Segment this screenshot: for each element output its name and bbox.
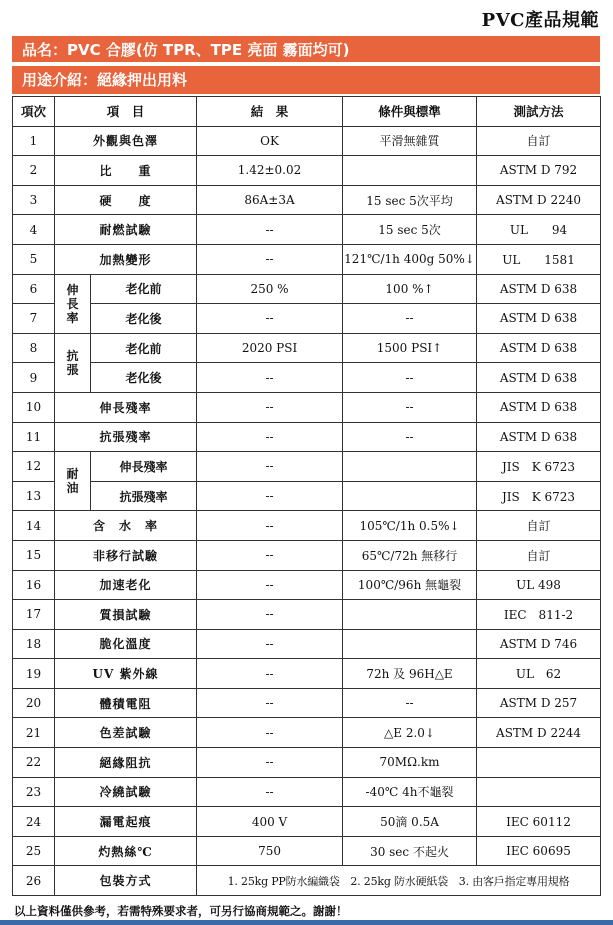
table-row xyxy=(13,866,601,896)
col-header-method: 測試方法 xyxy=(477,97,601,127)
row-result: 400 V xyxy=(197,807,343,837)
row-result: -- xyxy=(197,688,343,718)
row-item: UV 紫外線 xyxy=(55,659,197,689)
row-result: 2020 PSI xyxy=(197,333,343,363)
row-no: 10 xyxy=(13,392,55,422)
row-result: -- xyxy=(197,718,343,748)
row-method: ASTM D 257 xyxy=(477,688,601,718)
row-result: -- xyxy=(197,304,343,334)
row-result: -- xyxy=(197,363,343,393)
table-row xyxy=(13,244,601,274)
row-condition xyxy=(343,156,477,186)
row-no: 23 xyxy=(13,777,55,807)
row-method: ASTM D 2244 xyxy=(477,718,601,748)
row-no: 26 xyxy=(13,866,55,896)
row-method: UL 498 xyxy=(477,570,601,600)
group-oil xyxy=(55,452,91,511)
row-method: ASTM D 746 xyxy=(477,629,601,659)
row-method: UL 94 xyxy=(477,215,601,245)
row-item: 耐燃試驗 xyxy=(55,215,197,245)
row-item: 比 重 xyxy=(55,156,197,186)
row-result: -- xyxy=(197,540,343,570)
row-condition: 100℃/96h 無龜裂 xyxy=(343,570,477,600)
row-method: ASTM D 638 xyxy=(477,274,601,304)
row-result: -- xyxy=(197,777,343,807)
row-result: 250 % xyxy=(197,274,343,304)
row-result: -- xyxy=(197,748,343,778)
row-method: IEC 811-2 xyxy=(477,600,601,630)
row-method: ASTM D 638 xyxy=(477,333,601,363)
row-condition xyxy=(343,629,477,659)
row-condition: 100 %↑ xyxy=(343,274,477,304)
product-name-banner: 品名：PVC 合膠(仿 TPR、TPE 亮面 霧面均可) xyxy=(12,36,600,64)
row-no: 8 xyxy=(13,333,55,363)
col-header-condition: 條件與標準 xyxy=(343,97,477,127)
row-no: 18 xyxy=(13,629,55,659)
row-method: ASTM D 638 xyxy=(477,422,601,452)
row-no: 25 xyxy=(13,836,55,866)
row-result: -- xyxy=(197,244,343,274)
row-no: 13 xyxy=(13,481,55,511)
row-item: 加速老化 xyxy=(55,570,197,600)
row-no: 21 xyxy=(13,718,55,748)
col-header-result: 結 果 xyxy=(197,97,343,127)
row-method: ASTM D 2240 xyxy=(477,185,601,215)
row-no: 24 xyxy=(13,807,55,837)
table-row xyxy=(13,777,601,807)
row-method: UL 1581 xyxy=(477,244,601,274)
row-condition: -- xyxy=(343,422,477,452)
row-result: 750 xyxy=(197,836,343,866)
table-row xyxy=(13,126,601,156)
row-item: 老化前 xyxy=(91,274,197,304)
table-row xyxy=(13,688,601,718)
row-item: 伸長殘率 xyxy=(91,452,197,482)
row-method: 自訂 xyxy=(477,511,601,541)
row-item: 灼熱絲℃ xyxy=(55,836,197,866)
row-no: 7 xyxy=(13,304,55,334)
row-item: 脆化溫度 xyxy=(55,629,197,659)
col-header-item: 項 目 xyxy=(55,97,197,127)
table-row xyxy=(13,392,601,422)
row-no: 4 xyxy=(13,215,55,245)
row-no: 6 xyxy=(13,274,55,304)
row-method: 自訂 xyxy=(477,126,601,156)
row-result: -- xyxy=(197,392,343,422)
table-row xyxy=(13,540,601,570)
row-item: 絕緣阻抗 xyxy=(55,748,197,778)
row-method: 自訂 xyxy=(477,540,601,570)
row-no: 17 xyxy=(13,600,55,630)
row-result: -- xyxy=(197,600,343,630)
row-method: IEC 60695 xyxy=(477,836,601,866)
row-item: 抗張殘率 xyxy=(55,422,197,452)
table-row xyxy=(13,422,601,452)
row-result: 86A±3A xyxy=(197,185,343,215)
table-row xyxy=(13,333,601,363)
group-elongation xyxy=(55,274,91,333)
row-method: ASTM D 792 xyxy=(477,156,601,186)
row-method: JIS K 6723 xyxy=(477,481,601,511)
row-item: 體積電阻 xyxy=(55,688,197,718)
row-no: 14 xyxy=(13,511,55,541)
footer-note: 以上資料僅供參考，若需特殊要求者，可另行協商規範之。謝謝！ xyxy=(14,904,348,918)
table-row xyxy=(13,836,601,866)
table-row xyxy=(13,481,601,511)
row-condition: -40℃ 4h不龜裂 xyxy=(343,777,477,807)
table-row xyxy=(13,304,601,334)
row-no: 12 xyxy=(13,452,55,482)
row-item: 伸長殘率 xyxy=(55,392,197,422)
table-row xyxy=(13,511,601,541)
table-row xyxy=(13,156,601,186)
group-tensile xyxy=(55,333,91,392)
row-method xyxy=(477,748,601,778)
group-label: 耐油 xyxy=(66,467,79,496)
row-condition: 50滴 0.5A xyxy=(343,807,477,837)
row-condition: 70MΩ.km xyxy=(343,748,477,778)
table-row xyxy=(13,659,601,689)
row-condition xyxy=(343,600,477,630)
row-item: 非移行試驗 xyxy=(55,540,197,570)
row-item: 外觀與色澤 xyxy=(55,126,197,156)
spec-table xyxy=(12,96,601,896)
row-result: OK xyxy=(197,126,343,156)
row-no: 2 xyxy=(13,156,55,186)
table-row xyxy=(13,600,601,630)
table-row xyxy=(13,570,601,600)
row-condition xyxy=(343,481,477,511)
row-condition: 平滑無雜質 xyxy=(343,126,477,156)
row-method: UL 62 xyxy=(477,659,601,689)
packing-options: 1. 25kg PP防水編織袋 2. 25kg 防水硬紙袋 3. 由客戶指定專用規格 xyxy=(197,866,601,896)
row-condition: -- xyxy=(343,688,477,718)
table-row xyxy=(13,274,601,304)
row-result: 1.42±0.02 xyxy=(197,156,343,186)
table-row xyxy=(13,718,601,748)
row-item: 色差試驗 xyxy=(55,718,197,748)
row-item: 冷繞試驗 xyxy=(55,777,197,807)
row-item: 含 水 率 xyxy=(55,511,197,541)
table-row xyxy=(13,215,601,245)
row-condition: 1500 PSI↑ xyxy=(343,333,477,363)
table-row xyxy=(13,452,601,482)
row-item: 老化後 xyxy=(91,363,197,393)
row-result: -- xyxy=(197,629,343,659)
group-label: 抗張 xyxy=(66,348,79,377)
row-item: 老化前 xyxy=(91,333,197,363)
row-no: 9 xyxy=(13,363,55,393)
row-condition: 105℃/1h 0.5%↓ xyxy=(343,511,477,541)
row-condition: 15 sec 5次 xyxy=(343,215,477,245)
row-no: 16 xyxy=(13,570,55,600)
row-condition: 65℃/72h 無移行 xyxy=(343,540,477,570)
group-label: 伸長率 xyxy=(66,282,79,325)
row-condition: -- xyxy=(343,392,477,422)
row-result: -- xyxy=(197,570,343,600)
row-method: ASTM D 638 xyxy=(477,304,601,334)
row-condition: △E 2.0↓ xyxy=(343,718,477,748)
row-no: 11 xyxy=(13,422,55,452)
table-row xyxy=(13,807,601,837)
row-method: ASTM D 638 xyxy=(477,392,601,422)
row-item: 漏電起痕 xyxy=(55,807,197,837)
row-result: -- xyxy=(197,422,343,452)
row-result: -- xyxy=(197,659,343,689)
row-no: 20 xyxy=(13,688,55,718)
row-condition: -- xyxy=(343,304,477,334)
row-result: -- xyxy=(197,481,343,511)
bottom-accent-line xyxy=(0,920,613,925)
document-title: PVC產品規範 xyxy=(481,10,599,31)
row-method: JIS K 6723 xyxy=(477,452,601,482)
row-item: 抗張殘率 xyxy=(91,481,197,511)
row-condition xyxy=(343,452,477,482)
row-result: -- xyxy=(197,511,343,541)
usage-banner: 用途介紹：絕緣押出用料 xyxy=(12,66,600,94)
row-condition: 15 sec 5次平均 xyxy=(343,185,477,215)
row-method xyxy=(477,777,601,807)
table-row xyxy=(13,185,601,215)
row-item: 加熱變形 xyxy=(55,244,197,274)
row-condition: 30 sec 不起火 xyxy=(343,836,477,866)
row-no: 5 xyxy=(13,244,55,274)
row-condition: 121℃/1h 400g 50%↓ xyxy=(343,244,477,274)
row-no: 19 xyxy=(13,659,55,689)
row-no: 3 xyxy=(13,185,55,215)
row-item: 老化後 xyxy=(91,304,197,334)
row-item: 包裝方式 xyxy=(55,866,197,896)
table-row xyxy=(13,363,601,393)
col-header-no: 項次 xyxy=(13,97,55,127)
row-no: 15 xyxy=(13,540,55,570)
table-row xyxy=(13,629,601,659)
row-condition: 72h 及 96H△E xyxy=(343,659,477,689)
table-row xyxy=(13,748,601,778)
row-item: 硬 度 xyxy=(55,185,197,215)
row-item: 質損試驗 xyxy=(55,600,197,630)
row-result: -- xyxy=(197,215,343,245)
row-result: -- xyxy=(197,452,343,482)
row-no: 22 xyxy=(13,748,55,778)
row-condition: -- xyxy=(343,363,477,393)
table-header-row xyxy=(13,97,601,127)
row-method: ASTM D 638 xyxy=(477,363,601,393)
row-no: 1 xyxy=(13,126,55,156)
row-method: IEC 60112 xyxy=(477,807,601,837)
